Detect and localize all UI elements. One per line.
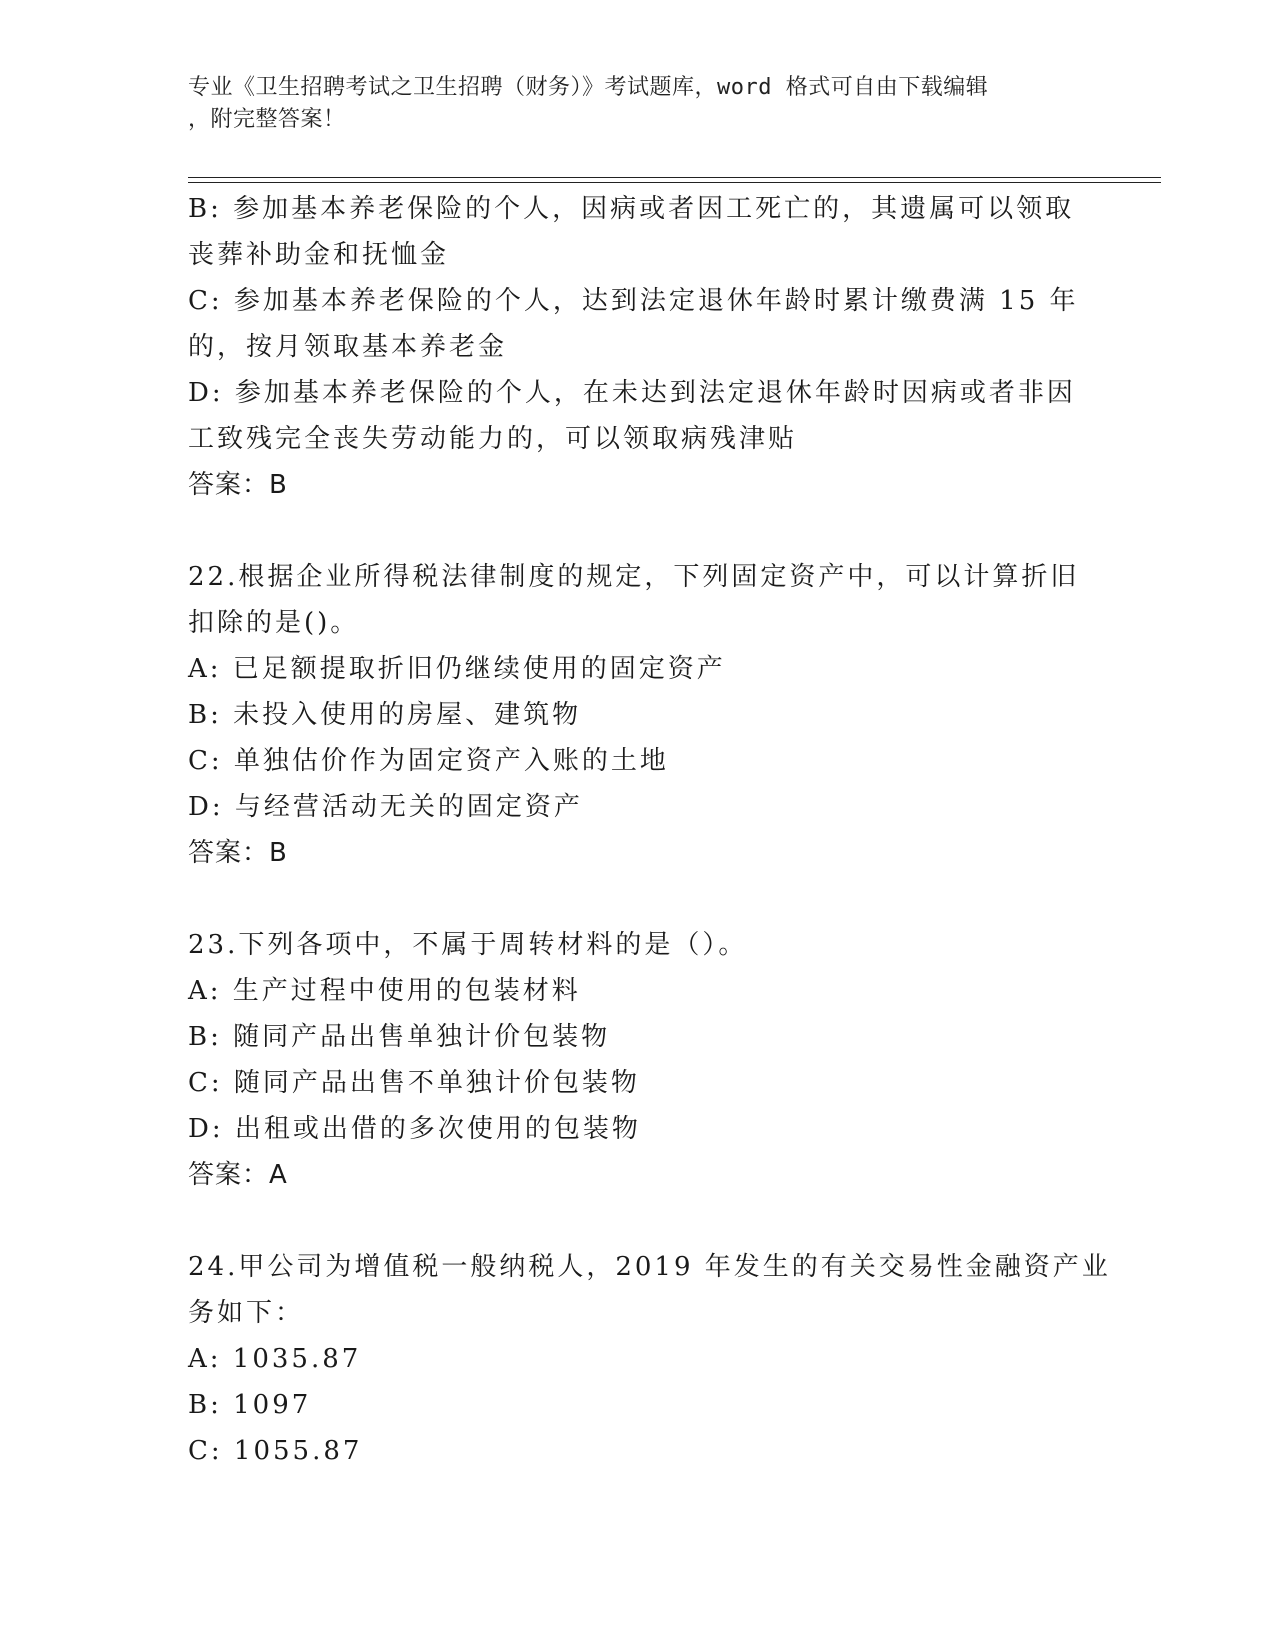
question-stem-line-2: 扣除的是()。	[188, 608, 360, 638]
answer: 答案：B	[188, 838, 288, 868]
question-gap	[188, 1198, 1088, 1244]
header-rule-top	[188, 177, 1161, 178]
option-d-line-2: 工致残完全丧失劳动能力的，可以领取病残津贴	[188, 424, 798, 454]
option-c-line-1: C: 参加基本养老保险的个人，达到法定退休年龄时累计缴费满 15 年	[188, 286, 1079, 316]
answer: 答案：A	[188, 1160, 288, 1190]
option-d-line-1: D: 参加基本养老保险的个人，在未达到法定退休年龄时因病或者非因	[188, 378, 1076, 408]
option-a: A: 1035.87	[188, 1344, 362, 1374]
option-b: B: 1097	[188, 1390, 312, 1420]
header-line-2: ，附完整答案！	[188, 107, 346, 132]
option-d: D: 出租或出借的多次使用的包装物	[188, 1114, 641, 1144]
option-a: A: 生产过程中使用的包装材料	[188, 976, 581, 1006]
question-gap	[188, 876, 1088, 922]
option-b: B: 随同产品出售单独计价包装物	[188, 1022, 611, 1052]
question-stem: 23.下列各项中，不属于周转材料的是（）。	[188, 930, 748, 960]
option-d: D: 与经营活动无关的固定资产	[188, 792, 583, 822]
header-line-1: 专业《卫生招聘考试之卫生招聘（财务）》考试题库，word 格式可自由下载编辑	[188, 75, 989, 100]
question-stem-line-2: 务如下：	[188, 1298, 305, 1328]
question-21-continued	[188, 186, 1088, 508]
option-b-line-2: 丧葬补助金和抚恤金	[188, 240, 450, 270]
question-content	[188, 186, 1111, 1474]
question-22	[188, 554, 1088, 876]
option-c: C: 单独估价作为固定资产入账的土地	[188, 746, 669, 776]
question-gap	[188, 508, 1088, 554]
document-header	[188, 72, 1068, 136]
question-23	[188, 922, 1088, 1198]
option-b-line-1: B: 参加基本养老保险的个人，因病或者因工死亡的，其遗属可以领取	[188, 194, 1075, 224]
answer: 答案：B	[188, 470, 288, 500]
option-c: C: 1055.87	[188, 1436, 363, 1466]
question-stem-line-1: 22.根据企业所得税法律制度的规定，下列固定资产中，可以计算折旧	[188, 562, 1080, 592]
question-24	[188, 1244, 1111, 1474]
header-rule-bottom	[188, 182, 1161, 183]
option-c-line-2: 的，按月领取基本养老金	[188, 332, 508, 362]
question-stem-line-1: 24.甲公司为增值税一般纳税人，2019 年发生的有关交易性金融资产业	[188, 1252, 1111, 1282]
option-a: A: 已足额提取折旧仍继续使用的固定资产	[188, 654, 726, 684]
option-c: C: 随同产品出售不单独计价包装物	[188, 1068, 640, 1098]
option-b: B: 未投入使用的房屋、建筑物	[188, 700, 582, 730]
